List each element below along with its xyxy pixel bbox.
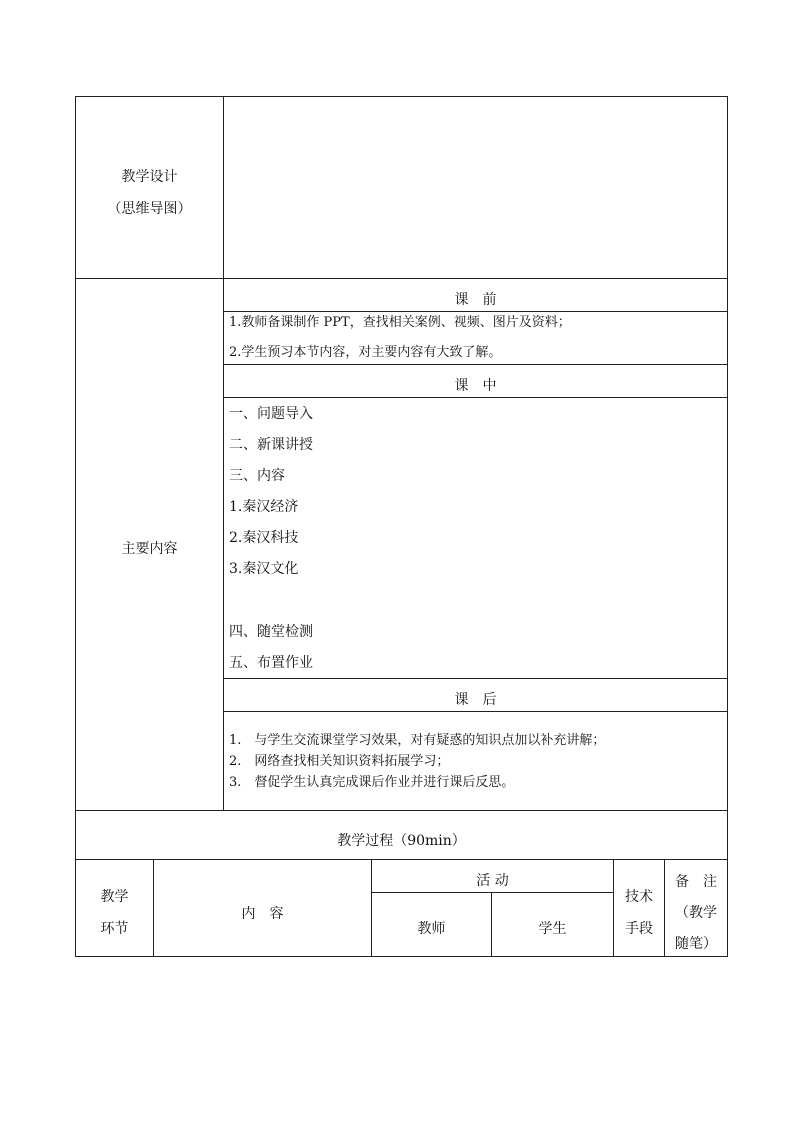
design-label-line1: 教学设计: [121, 169, 178, 185]
before-class-item-2: 2.学生预习本节内容，对主要内容有大致了解。: [229, 345, 502, 360]
col-teacher: 教师: [417, 921, 446, 937]
in-class-item-3: 三、内容: [229, 468, 285, 484]
row-divider-main-content: [75, 810, 728, 811]
after-class-item-1: 1. 与学生交流课堂学习效果，对有疑惑的知识点加以补充讲解；: [229, 733, 606, 748]
in-class-header: 课 中: [454, 378, 497, 394]
row-divider-in-class-header-top: [223, 364, 728, 365]
in-class-item-4: 1.秦汉经济: [229, 499, 299, 515]
row-divider-in-class-header-bottom: [223, 397, 728, 398]
activity-header-divider: [371, 892, 614, 893]
process-col-divider-4: [613, 859, 614, 957]
in-class-item-5: 2.秦汉科技: [229, 530, 299, 546]
after-class-item-3: 3. 督促学生认真完成课后作业并进行课后反思。: [229, 775, 515, 790]
col-student: 学生: [538, 921, 567, 937]
col-stage-line1: 教学: [100, 889, 129, 905]
process-title: 教学过程（90min）: [337, 833, 466, 849]
col-note-line2: （教学: [675, 905, 717, 921]
row-divider-before-header: [223, 311, 728, 312]
col-content: 内 容: [241, 906, 284, 922]
col-stage-line2: 环节: [100, 921, 129, 937]
after-class-header: 课 后: [454, 692, 497, 708]
row-divider-after-header-bottom: [223, 711, 728, 712]
before-class-item-1: 1.教师备课制作 PPT，查找相关案例、视频、图片及资料；: [229, 315, 571, 330]
border-right: [727, 96, 728, 957]
before-class-header: 课 前: [454, 292, 497, 308]
col-activity: 活 动: [476, 873, 509, 889]
row-divider-design: [75, 278, 728, 279]
in-class-item-1: 一、问题导入: [229, 406, 313, 422]
in-class-item-8: 五、布置作业: [229, 655, 313, 671]
in-class-item-2: 二、新课讲授: [229, 437, 313, 453]
border-bottom: [75, 956, 728, 957]
col-note-line3: 随笔）: [675, 936, 717, 952]
border-top: [75, 96, 728, 97]
row-divider-process-title: [75, 859, 728, 860]
border-left: [75, 96, 76, 957]
in-class-item-7: 四、随堂检测: [229, 624, 313, 640]
col-note-line1: 备 注: [675, 874, 717, 890]
after-class-item-2: 2. 网络查找相关知识资料拓展学习；: [229, 754, 450, 769]
row-divider-after-header-top: [223, 678, 728, 679]
in-class-item-6: 3.秦汉文化: [229, 561, 299, 577]
design-label-line2: （思维导图）: [107, 201, 192, 217]
col-tech-line2: 手段: [625, 921, 653, 937]
main-content-label: 主要内容: [121, 541, 178, 557]
col-tech-line1: 技术: [625, 889, 653, 905]
